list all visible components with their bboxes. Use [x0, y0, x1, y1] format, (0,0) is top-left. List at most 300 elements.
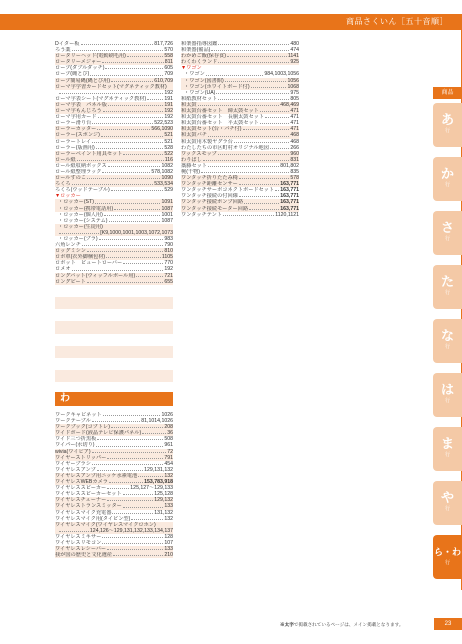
entry-pages: 129,132	[154, 497, 173, 504]
entry-name: 和太鼓用木製ヤグラ台	[181, 138, 233, 145]
leader-dots	[208, 163, 279, 167]
entry-name: ロールすのこ	[55, 175, 87, 182]
entry-name: ロングバット(ウィッフルボール用)	[55, 272, 136, 279]
leader-dots	[92, 139, 163, 143]
index-entry	[181, 212, 299, 218]
kana-tab-gyo: 行	[444, 236, 450, 242]
entry-pages: 709	[164, 71, 173, 78]
leader-dots	[92, 418, 140, 422]
leader-dots	[106, 254, 161, 258]
entry-pages: 984,1003,1056	[264, 71, 299, 78]
entry-name: ▼ロッカー	[55, 193, 81, 200]
entry-name: 椀(干物)	[181, 168, 201, 175]
leader-dots	[72, 266, 164, 270]
entry-name: ローマ字用カード	[55, 114, 97, 121]
entry-pages: 163,771	[280, 181, 299, 188]
entry-name: ワイヤレスWEBカメラ	[55, 479, 108, 486]
leader-dots	[243, 126, 290, 130]
leader-dots	[270, 145, 289, 149]
entry-pages: 468,469	[280, 101, 299, 108]
entry-pages: 153,783,918	[144, 479, 173, 486]
entry-name: ワイヤレスアンプ	[55, 466, 96, 473]
entry-pages: 1141	[287, 53, 299, 60]
entry-pages: 817,726	[154, 41, 173, 47]
entry-pages: 72	[167, 448, 173, 455]
index-entry	[55, 552, 173, 558]
entry-name: ロープ(ダブルダッチ)	[55, 65, 105, 72]
entry-name: wivia(ワイビア)	[55, 448, 91, 455]
entry-pages: 128	[164, 533, 173, 540]
leader-dots	[251, 84, 287, 88]
leader-dots	[223, 212, 274, 216]
entry-pages: 983	[164, 236, 173, 242]
entry-pages: 163,771	[280, 187, 299, 194]
kana-tab-gyo: 行	[444, 182, 450, 188]
entry-name: ・ロッカー(ST)	[58, 199, 94, 206]
kana-tab-0[interactable]	[433, 103, 462, 147]
entry-pages: 116	[164, 156, 173, 163]
leader-dots	[59, 90, 163, 94]
entry-name: Dイター板	[55, 41, 80, 47]
entry-name: ワイパー(水切り)	[55, 442, 95, 449]
leader-dots	[112, 510, 153, 514]
leader-dots	[123, 260, 163, 264]
leader-dots	[225, 78, 287, 82]
leader-dots	[275, 187, 279, 191]
entry-pages: 522	[164, 150, 173, 157]
entry-pages: 131,132	[154, 509, 173, 516]
kana-tab-gyo: 行	[444, 560, 450, 566]
entry-pages: 125,128	[154, 491, 173, 498]
entry-pages: 191	[164, 95, 173, 102]
entry-pages: 471	[290, 120, 299, 127]
entry-name: ワイヤレスマイク用(タイピン型)	[55, 515, 131, 522]
entry-name: ロール紙収納ボックス	[55, 162, 107, 169]
entry-pages: 468	[290, 132, 299, 139]
entry-pages: 521	[164, 132, 173, 139]
entry-name: ・ワゴン	[184, 71, 205, 78]
entry-pages: 578	[290, 175, 299, 182]
kana-index-sidebar	[433, 87, 462, 579]
kana-tab-label: た	[440, 274, 454, 289]
entry-pages: 570	[164, 47, 173, 54]
entry-name: ローマ字表シート(マグネティック教材)	[55, 95, 147, 102]
entry-pages: 81,1014,1026	[141, 418, 173, 425]
entry-name: ワイヤレススピーカー	[55, 485, 107, 492]
entry-name: わくわくランド	[181, 59, 218, 66]
entry-pages: 107	[164, 539, 173, 546]
entry-pages: 522,523	[154, 120, 173, 127]
leader-dots	[102, 169, 150, 173]
entry-pages: 925	[290, 59, 299, 66]
entry-name: ワンタッチ距離センサー	[181, 181, 238, 188]
entry-pages: 835	[290, 168, 299, 175]
entry-pages: 266	[290, 144, 299, 151]
entry-name: ワンタッチ接続ポンプ回路	[181, 199, 244, 206]
leader-dots	[111, 187, 164, 191]
entry-pages: 578,1082	[151, 168, 173, 175]
leader-dots	[206, 71, 264, 75]
entry-pages: 960	[290, 150, 299, 157]
entry-name: ロボット ピュートローバー	[55, 260, 123, 267]
kana-tab-8[interactable]	[433, 535, 462, 579]
leader-dots	[87, 279, 164, 283]
kana-tab-5[interactable]	[433, 373, 462, 417]
entry-name: 我が国の歴史と文化遺産	[55, 552, 113, 559]
entry-pages: 975	[290, 89, 299, 96]
entry-name: ロメオ	[55, 266, 71, 273]
entry-name: ローマ字学習カードセット(マグネティック教材)	[55, 83, 167, 90]
entry-pages: 810	[164, 248, 173, 255]
leader-dots	[92, 120, 153, 124]
kana-tab-gyo: 行	[444, 344, 450, 350]
leader-dots	[105, 65, 163, 69]
leader-dots	[101, 132, 164, 136]
entry-name: 和太鼓台番セット 平太鼓セット	[181, 120, 259, 127]
entry-name: ロータリーヘッド(電動刷毛用)	[55, 53, 126, 60]
entry-pages: 208	[164, 424, 173, 431]
kana-tab-3[interactable]	[433, 265, 462, 309]
leader-dots	[92, 449, 167, 453]
entry-name: ローラー滑り台	[55, 120, 92, 127]
entry-name: ロングピート	[55, 278, 86, 285]
leader-dots	[107, 455, 163, 459]
leader-dots	[102, 540, 163, 544]
footnote-bold: ※太字	[280, 622, 294, 627]
leader-dots	[81, 41, 154, 45]
leader-dots	[244, 199, 279, 203]
entry-pages: 1091	[161, 199, 173, 206]
entry-name: ロッグミシン	[55, 248, 86, 255]
entry-name: ワークブック(コプトレ)	[55, 424, 110, 431]
leader-dots	[114, 206, 160, 210]
entry-pages: 533,534	[154, 181, 173, 188]
entry-name: ローラー(スポンジ)	[55, 132, 100, 139]
leader-dots	[123, 491, 154, 495]
entry-name: ワイヤレスマイク充電器	[55, 509, 112, 516]
leader-dots	[147, 96, 163, 100]
entry-pages: 132	[164, 515, 173, 522]
entry-pages: 471	[290, 108, 299, 115]
entry-name: ・ワゴン(ホワイトボード付)	[184, 83, 250, 90]
entry-name: ワンタッチ折りたたみ椅	[181, 175, 238, 182]
leader-dots	[102, 534, 163, 538]
leader-dots	[203, 157, 290, 161]
sidebar-heading: 商品	[433, 87, 462, 99]
entry-pages: 558	[164, 53, 173, 60]
entry-pages: 610,709	[154, 77, 173, 84]
entry-name: ロール紙	[55, 156, 76, 163]
entry-pages: 36	[167, 430, 173, 437]
entry-name: ワイヤレスミキサー	[55, 533, 102, 540]
entry-pages: 811	[164, 59, 173, 66]
entry-name: ローラーカッター	[55, 126, 97, 133]
entry-name: ワンタッチテント	[181, 211, 223, 218]
entry-name: わりばし	[181, 156, 202, 163]
index-column-left	[55, 41, 173, 388]
leader-dots	[131, 516, 163, 520]
entry-pages: 791	[164, 454, 173, 461]
entry-name: 和太鼓	[181, 101, 197, 108]
kana-tab-6[interactable]	[433, 427, 462, 471]
entry-name: 和紙教材セット	[181, 95, 218, 102]
leader-dots	[249, 206, 279, 210]
entry-name: ワークキャビネット	[55, 412, 102, 418]
entry-name: 六角レンチ	[55, 242, 81, 249]
kana-tab-label: あ	[440, 112, 454, 127]
leader-dots	[82, 242, 164, 246]
entry-pages: 163,771	[280, 193, 299, 200]
entry-pages: 508	[164, 436, 173, 443]
entry-name: ワイヤレストランスミッター	[55, 503, 122, 510]
leader-dots	[218, 59, 289, 63]
entry-name: ロープ(縄とび)	[55, 71, 90, 78]
entry-pages: 1120,1121	[275, 211, 299, 218]
leader-dots	[77, 157, 164, 161]
kana-tab-label: か	[440, 166, 454, 181]
entry-name: 和楽器指導図鑑	[181, 41, 218, 47]
entry-pages: 831	[290, 156, 299, 163]
entry-pages: [K9,1000,1001,1003,1072,1073	[100, 229, 173, 236]
section-header-wa	[55, 392, 173, 406]
leader-dots	[218, 41, 289, 45]
entry-name: ワイヤーストリッパー	[55, 454, 107, 461]
entry-name: ワイヤレスアンプ用ニッケ水素電池	[55, 472, 138, 479]
leader-dots	[218, 151, 289, 155]
entry-name: ロータリーメジャー	[55, 59, 102, 66]
leader-dots	[127, 53, 163, 57]
entry-pages: 192	[164, 89, 173, 96]
entry-name: ワイドボード(液晶テレビ保護パネル)	[55, 430, 142, 437]
entry-name: ワイヤレスチューナー	[55, 497, 107, 504]
entry-pages: 124,126～129,131,132,133,134,137	[89, 527, 173, 534]
page-title: 商品さくいん［五十音順］	[346, 17, 448, 26]
entry-pages: 210	[164, 552, 173, 559]
entry-name: 藁藤セット	[181, 162, 207, 169]
leader-dots	[216, 90, 289, 94]
leader-dots	[111, 78, 153, 82]
leader-dots	[96, 442, 164, 446]
entry-name: 和太鼓セット(台・バチ付)	[181, 126, 242, 133]
leader-dots	[239, 175, 289, 179]
kana-tab-label: さ	[440, 220, 454, 235]
leader-dots	[109, 479, 143, 483]
entry-pages: 191	[164, 101, 173, 108]
leader-dots	[107, 497, 153, 501]
leader-dots	[96, 145, 164, 149]
leader-dots	[108, 102, 163, 106]
kana-tab-1[interactable]	[433, 157, 462, 201]
entry-pages: 529	[164, 187, 173, 194]
leader-dots	[218, 96, 289, 100]
entry-name: ワイヤレススピーカーセット	[55, 491, 122, 498]
entry-name: 和太鼓バチ	[181, 132, 207, 139]
entry-name: ワンタッチ接続の付回線	[181, 193, 238, 200]
entry-name: ローマ字表 パネル版	[55, 101, 107, 108]
entry-name: ・ワゴン(図書館)	[184, 77, 224, 84]
leader-dots	[108, 163, 161, 167]
entry-pages: 474	[290, 47, 299, 54]
leader-dots	[123, 503, 164, 507]
entry-pages: 566,1090	[151, 126, 173, 133]
entry-pages: 961	[164, 442, 173, 449]
entry-pages: 721	[164, 272, 173, 279]
entry-name: ワイド三つ折黒板	[55, 436, 97, 443]
entry-pages: 1001	[161, 211, 173, 218]
entry-name: ワイヤレスリモコン	[55, 539, 102, 546]
leader-dots	[201, 169, 289, 173]
entry-pages: 133	[164, 503, 173, 510]
kana-tab-7[interactable]	[433, 481, 462, 525]
entry-name: 和太鼓台番セット 締太鼓セット	[181, 108, 259, 115]
entry-name: ・ロッカー(携帯電話用)	[58, 205, 114, 212]
entry-name: ・ロッカー(生徒用)	[58, 223, 103, 230]
leader-dots	[113, 552, 163, 556]
index-entry	[55, 382, 173, 388]
leader-dots	[123, 151, 163, 155]
entry-name: ・ロッカー(個人用)	[58, 211, 103, 218]
kana-tab-4[interactable]	[433, 319, 462, 363]
entry-pages: 1105	[161, 254, 173, 261]
entry-pages: 805	[290, 95, 299, 102]
entry-name: ▼ワゴン	[181, 65, 202, 72]
kana-tab-label: な	[440, 328, 454, 343]
index-column-wa	[55, 412, 173, 558]
leader-dots	[211, 47, 289, 51]
leader-dots	[99, 236, 164, 240]
leader-dots	[234, 139, 289, 143]
entry-name: ローラーペイント用具セット	[55, 150, 123, 157]
kana-tab-label: ま	[440, 436, 454, 451]
kana-tab-label: は	[440, 382, 454, 397]
entry-pages: 192	[164, 114, 173, 121]
leader-dots	[107, 485, 129, 489]
leader-dots	[90, 71, 163, 75]
entry-pages: 605	[164, 65, 173, 72]
leader-dots	[103, 412, 161, 416]
entry-name: わたしたちの市区町村オリジナル地図	[181, 144, 269, 151]
entry-name: わかめご飯(保存食)	[181, 53, 226, 60]
entry-name: ロープ簡易縄(縄とび用)	[55, 77, 111, 84]
entry-pages: 1026	[161, 412, 173, 418]
entry-pages: 454	[164, 460, 173, 467]
entry-pages: 801,802	[280, 162, 299, 169]
leader-dots	[72, 47, 164, 51]
entry-name: ワンタッチ接続モーター回路	[181, 205, 249, 212]
entry-pages: 1082	[161, 162, 173, 169]
leader-dots	[59, 528, 89, 532]
entry-name: ワイヤーブラシ	[55, 460, 91, 467]
page-number: 23	[434, 618, 462, 630]
leader-dots	[87, 175, 160, 179]
index-column-right	[181, 41, 299, 218]
kana-tab-label: や	[440, 490, 454, 505]
entry-pages: 468	[290, 138, 299, 145]
entry-pages: 521	[164, 138, 173, 145]
entry-name: ローラートレイ	[55, 138, 92, 145]
entry-pages: 770	[164, 260, 173, 267]
leader-dots	[87, 248, 163, 252]
leader-dots	[260, 120, 290, 124]
kana-tab-2[interactable]	[433, 211, 462, 255]
entry-name: ワンタッチサーボコネクトボードセット	[181, 187, 275, 194]
leader-dots	[97, 436, 163, 440]
entry-pages: 133	[164, 546, 173, 553]
entry-name: ローマ字もんじろう	[55, 108, 102, 115]
kana-tab-gyo: 行	[444, 452, 450, 458]
leader-dots	[227, 53, 287, 57]
leader-dots	[102, 59, 163, 63]
entry-pages: 1068	[287, 83, 299, 90]
leader-dots	[239, 193, 279, 197]
entry-name: ・ロッカー(システム)	[58, 217, 108, 224]
leader-dots	[138, 473, 163, 477]
leader-dots	[109, 218, 161, 222]
entry-pages: 1090	[161, 175, 173, 182]
entry-name: ワックスモップ	[181, 150, 217, 157]
entry-name: ろう薬	[55, 47, 71, 54]
kana-tab-gyo: 行	[444, 398, 450, 404]
entry-pages: 163,771	[280, 205, 299, 212]
leader-dots	[265, 114, 289, 118]
entry-pages: 132	[164, 472, 173, 479]
entry-name: ・ロッカー(ブラ)	[58, 236, 98, 242]
entry-name: ロール紙整理ラック	[55, 168, 102, 175]
kana-tab-gyo: 行	[444, 128, 450, 134]
entry-pages: 192	[164, 108, 173, 115]
entry-pages: 480	[290, 41, 299, 47]
entry-name: ろくろ(ウッドテーブル)	[55, 187, 110, 194]
entry-name: ろくろ	[55, 181, 71, 188]
entry-pages: 471	[290, 126, 299, 133]
entry-pages: 471	[290, 114, 299, 121]
section-label-wa: わ	[60, 393, 70, 404]
footnote	[280, 622, 404, 628]
entry-pages: 163,771	[280, 199, 299, 206]
entry-pages: 790	[164, 242, 173, 249]
leader-dots	[103, 108, 164, 112]
entry-name: 和楽器(備品)	[181, 47, 211, 54]
leader-dots	[72, 181, 154, 185]
leader-dots	[260, 108, 290, 112]
entry-name: 和太鼓台番セット 長胴太鼓セット	[181, 114, 265, 121]
entry-name: ・ワゴン(UA)	[184, 89, 216, 96]
leader-dots	[59, 230, 99, 234]
entry-pages: 192	[164, 266, 173, 273]
kana-tab-gyo: 行	[444, 290, 450, 296]
leader-dots	[98, 114, 164, 118]
leader-dots	[104, 212, 161, 216]
entry-name: ロボ車(衣外脚梱包材)	[55, 254, 106, 261]
leader-dots	[107, 546, 163, 550]
kana-tab-gyo: 行	[444, 506, 450, 512]
footnote-text: で掲載されているページは、メイン掲載となります。	[293, 622, 404, 627]
entry-pages: 1087	[161, 205, 173, 212]
entry-name: ローラー(版画用)	[55, 144, 95, 151]
leader-dots	[142, 430, 166, 434]
entry-name: ワイヤレスマイク(ワイヤレスマイクロホン)	[55, 521, 156, 528]
leader-dots	[136, 273, 163, 277]
leader-dots	[97, 467, 143, 471]
leader-dots	[239, 181, 279, 185]
leader-dots	[92, 461, 163, 465]
entry-name: ワイヤレスレシーバー	[55, 546, 107, 553]
entry-pages: 1087	[161, 217, 173, 224]
leader-dots	[97, 126, 150, 130]
entry-pages: 1056	[287, 77, 299, 84]
leader-dots	[111, 424, 163, 428]
entry-name: ワークテーブル	[55, 418, 91, 425]
